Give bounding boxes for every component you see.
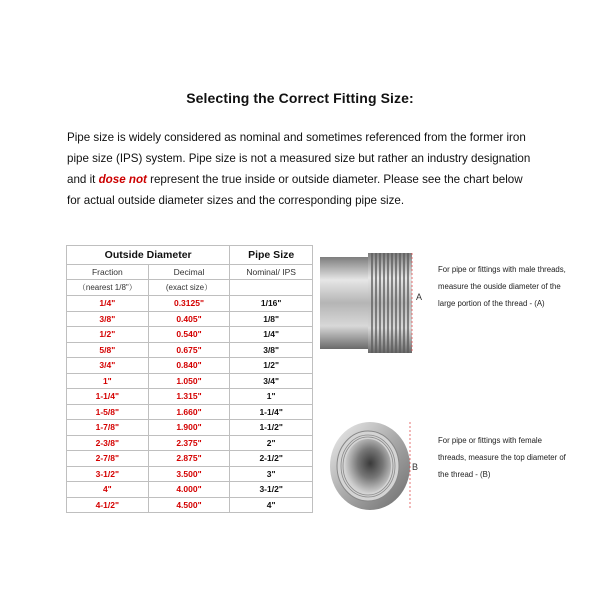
decimal-cell: 3.500" [148,466,230,482]
outside-diameter-header: Outside Diameter [67,246,230,265]
fraction-col-header: Fraction [67,265,149,280]
decimal-cell: 4.500" [148,497,230,513]
decimal-cell: 1.900" [148,420,230,436]
pipe-size-cell: 1/16" [230,296,313,312]
table-row [67,435,313,451]
page-title: Selecting the Correct Fitting Size: [186,90,414,106]
intro-text-1: Pipe size is widely considered as nominal and sometimes referenced from the former iron pipe size (IPS) system. Pipe size is not a measured size but rather an industry designation and it [67,131,531,186]
pipe-size-cell: 3/4" [230,373,313,389]
male-threaded-pipe-image [320,245,423,363]
decimal-cell: 0.675" [148,342,230,358]
table-row [67,296,313,312]
nominal-col-header: Nominal/ IPS [230,265,313,280]
decimal-cell: 1.050" [148,373,230,389]
fraction-cell: 3/4" [67,358,149,374]
pipe-size-cell: 3" [230,466,313,482]
nominal-note-empty [230,280,313,296]
fraction-cell: 1/2" [67,327,149,343]
fraction-cell: 1/4" [67,296,149,312]
female-coupling-image [322,418,412,513]
male-thread-note: For pipe or fittings with male threads, measure the ouside diameter of the large portion of the thread - (A) [438,265,566,308]
pipe-size-cell: 3/8" [230,342,313,358]
pipe-size-cell: 2-1/2" [230,451,313,467]
table-row [67,466,313,482]
decimal-cell: 1.660" [148,404,230,420]
fraction-cell: 3/8" [67,311,149,327]
table-row [67,404,313,420]
table-row [67,373,313,389]
fraction-cell: 4-1/2" [67,497,149,513]
fraction-cell: 5/8" [67,342,149,358]
fraction-cell: 4" [67,482,149,498]
dimension-b-label: B [412,462,419,472]
pipe-size-cell: 1" [230,389,313,405]
table-row [67,420,313,436]
female-thread-note: For pipe or fittings with female threads, measure the top diameter of the thread - (B) [438,436,566,479]
fraction-cell: 1" [67,373,149,389]
table-row [67,358,313,374]
table-row [67,497,313,513]
decimal-cell: 1.315" [148,389,230,405]
decimal-cell: 0.540" [148,327,230,343]
intro-emphasis: dose not [98,173,147,186]
fraction-note: （nearest 1/8"） [67,280,149,296]
pipe-size-cell: 1/8" [230,311,313,327]
decimal-cell: 0.405" [148,311,230,327]
fraction-cell: 3-1/2" [67,466,149,482]
pipe-size-cell: 1-1/4" [230,404,313,420]
table-row [67,451,313,467]
dimension-a-label: A [416,292,423,302]
decimal-cell: 2.875" [148,451,230,467]
pipe-size-cell: 1/2" [230,358,313,374]
pipe-size-cell: 3-1/2" [230,482,313,498]
pipe-size-cell: 1-1/2" [230,420,313,436]
table-row [67,327,313,343]
pipe-size-header: Pipe Size [230,246,313,265]
decimal-col-header: Decimal [148,265,230,280]
fraction-cell: 1-1/4" [67,389,149,405]
pipe-size-cell: 2" [230,435,313,451]
fraction-cell: 1-5/8" [67,404,149,420]
fraction-cell: 1-7/8" [67,420,149,436]
intro-paragraph [67,127,537,211]
pipe-size-table [66,245,313,513]
pipe-size-cell: 1/4" [230,327,313,343]
fraction-cell: 2-7/8" [67,451,149,467]
decimal-cell: 0.3125" [148,296,230,312]
table-row [67,311,313,327]
decimal-cell: 2.375" [148,435,230,451]
decimal-note: (exact size） [148,280,230,296]
table-row [67,389,313,405]
intro-text-2: represent the true inside or outside diameter. Please see the chart below for actual outside diameter sizes and the corresponding pipe size. [67,173,523,207]
pipe-size-cell: 4" [230,497,313,513]
decimal-cell: 4.000" [148,482,230,498]
fraction-cell: 2-3/8" [67,435,149,451]
pipe-size-table-body [67,246,313,513]
table-row [67,482,313,498]
table-row [67,342,313,358]
decimal-cell: 0.840" [148,358,230,374]
